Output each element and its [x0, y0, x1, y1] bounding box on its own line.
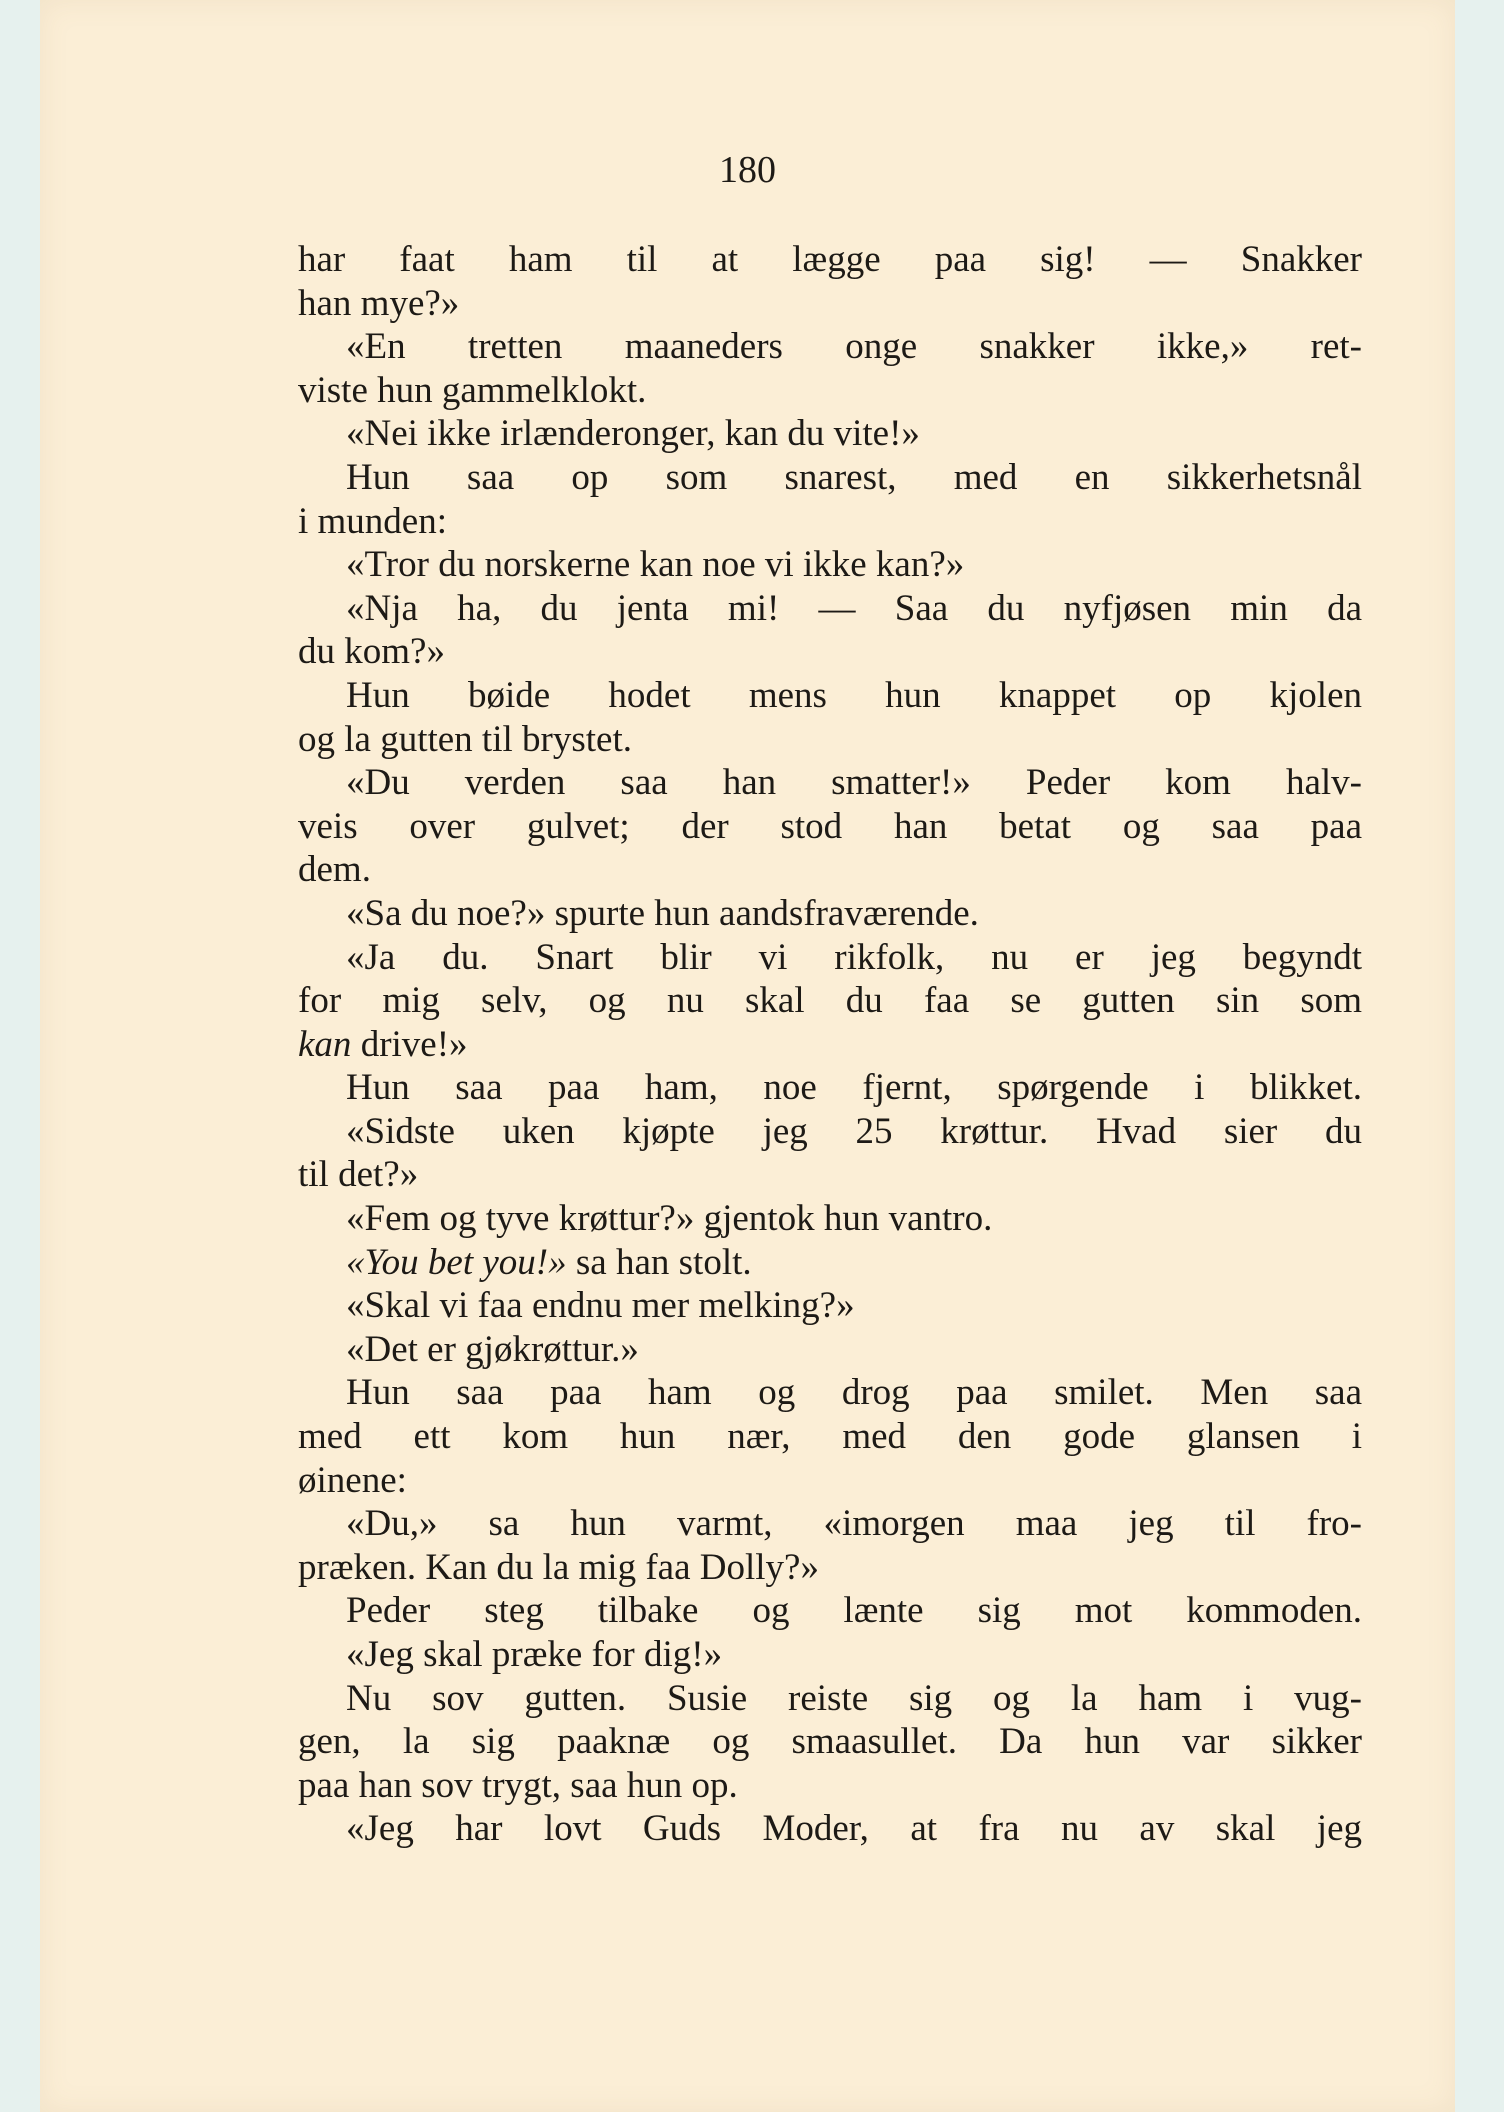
line-text: i munden: — [298, 500, 448, 542]
line-text: «Det er gjøkrøttur.» — [346, 1328, 639, 1370]
line-text: «Tror du norskerne kan noe vi ikke kan?» — [346, 544, 965, 586]
text-line — [298, 1720, 1362, 1764]
text-line — [298, 1415, 1362, 1459]
line-text: drive!» — [351, 1023, 468, 1065]
line-text: «Sidste uken kjøpte jeg 25 krøttur. Hvad sier du — [346, 1110, 1362, 1152]
text-line — [298, 456, 1362, 500]
text-line — [298, 848, 1362, 892]
line-text: viste hun gammelklokt. — [298, 369, 647, 411]
text-line — [298, 761, 1362, 805]
line-text: og la gutten til brystet. — [298, 718, 632, 760]
line-text: Hun saa op som snarest, med en sikkerhetsnål — [346, 456, 1362, 498]
text-line — [298, 1023, 1362, 1067]
text-line — [298, 587, 1362, 631]
text-line — [298, 325, 1362, 369]
text-line — [298, 1110, 1362, 1154]
text-line — [298, 674, 1362, 718]
line-text: med ett kom hun nær, med den gode glansen i — [298, 1416, 1362, 1458]
line-text: «Jeg har lovt Guds Moder, at fra nu av skal jeg — [346, 1808, 1362, 1850]
line-text: «En tretten maaneders onge snakker ikke,» ret- — [346, 326, 1362, 368]
text-line — [298, 369, 1362, 413]
text-line — [298, 1241, 1362, 1285]
text-line — [298, 1502, 1362, 1546]
text-line — [298, 1328, 1362, 1372]
line-text: paa han sov trygt, saa hun op. — [298, 1764, 738, 1806]
text-line — [298, 412, 1362, 456]
line-text: «Skal vi faa endnu mer melking?» — [346, 1285, 855, 1327]
body-text — [298, 238, 1362, 1851]
line-text: Hun bøide hodet mens hun knappet op kjolen — [346, 674, 1362, 716]
text-line — [298, 892, 1362, 936]
line-text: veis over gulvet; der stod han betat og saa paa — [298, 805, 1362, 847]
line-text: «Du,» sa hun varmt, «imorgen maa jeg til fro- — [346, 1503, 1362, 1545]
text-line — [298, 282, 1362, 326]
text-line — [298, 1284, 1362, 1328]
line-text: «Nja ha, du jenta mi! — Saa du nyfjøsen min da — [346, 587, 1362, 629]
text-line — [298, 936, 1362, 980]
line-text: «Jeg skal præke for dig!» — [346, 1634, 723, 1675]
text-line — [298, 1633, 1362, 1677]
text-line — [298, 805, 1362, 849]
text-line — [298, 238, 1362, 282]
line-text: Nu sov gutten. Susie reiste sig og la ham i vug- — [346, 1677, 1362, 1719]
line-text: Hun saa paa ham og drog paa smilet. Men saa — [346, 1372, 1362, 1414]
page-number: 180 — [719, 149, 776, 191]
text-line — [298, 1066, 1362, 1110]
line-text: Peder steg tilbake og lænte sig mot kommoden. — [346, 1590, 1362, 1632]
line-text: har faat ham til at lægge paa sig! — Snakker — [298, 239, 1362, 280]
italic-text: kan — [298, 1023, 352, 1065]
line-text: for mig selv, og nu skal du faa se gutten sin som — [298, 980, 1362, 1022]
line-text: han mye?» — [298, 282, 460, 324]
line-text: «Fem og tyve krøttur?» gjentok hun vantro. — [346, 1198, 993, 1240]
text-line — [298, 500, 1362, 544]
line-text: dem. — [298, 849, 371, 891]
text-line — [298, 1153, 1362, 1197]
italic-text: «You bet you!» — [346, 1241, 567, 1283]
line-text: «Nei ikke irlænderonger, kan du vite!» — [346, 413, 920, 455]
line-text: «Ja du. Snart blir vi rikfolk, nu er jeg begyndt — [346, 936, 1362, 978]
text-line — [298, 1197, 1362, 1241]
text-line — [298, 543, 1362, 587]
text-line — [298, 1677, 1362, 1721]
line-text: «Du verden saa han smatter!» Peder kom halv- — [346, 762, 1362, 804]
line-text: øinene: — [298, 1459, 407, 1501]
text-line — [298, 1371, 1362, 1415]
line-text: gen, la sig paaknæ og smaasullet. Da hun var sikker — [298, 1721, 1362, 1763]
line-text: du kom?» — [298, 631, 445, 673]
text-line — [298, 1546, 1362, 1590]
text-line — [298, 1589, 1362, 1633]
line-text: Hun saa paa ham, noe fjernt, spørgende i blikket. — [346, 1067, 1362, 1109]
text-line — [298, 1764, 1362, 1808]
line-text: til det?» — [298, 1154, 419, 1196]
book-page — [40, 0, 1455, 2112]
text-line — [298, 718, 1362, 762]
line-text: sa han stolt. — [566, 1241, 752, 1283]
text-line — [298, 630, 1362, 674]
text-line — [298, 979, 1362, 1023]
line-text: «Sa du noe?» spurte hun aandsfraværende. — [346, 892, 979, 934]
text-line — [298, 1459, 1362, 1503]
line-text: præken. Kan du la mig faa Dolly?» — [298, 1546, 819, 1588]
text-line — [298, 1807, 1362, 1851]
